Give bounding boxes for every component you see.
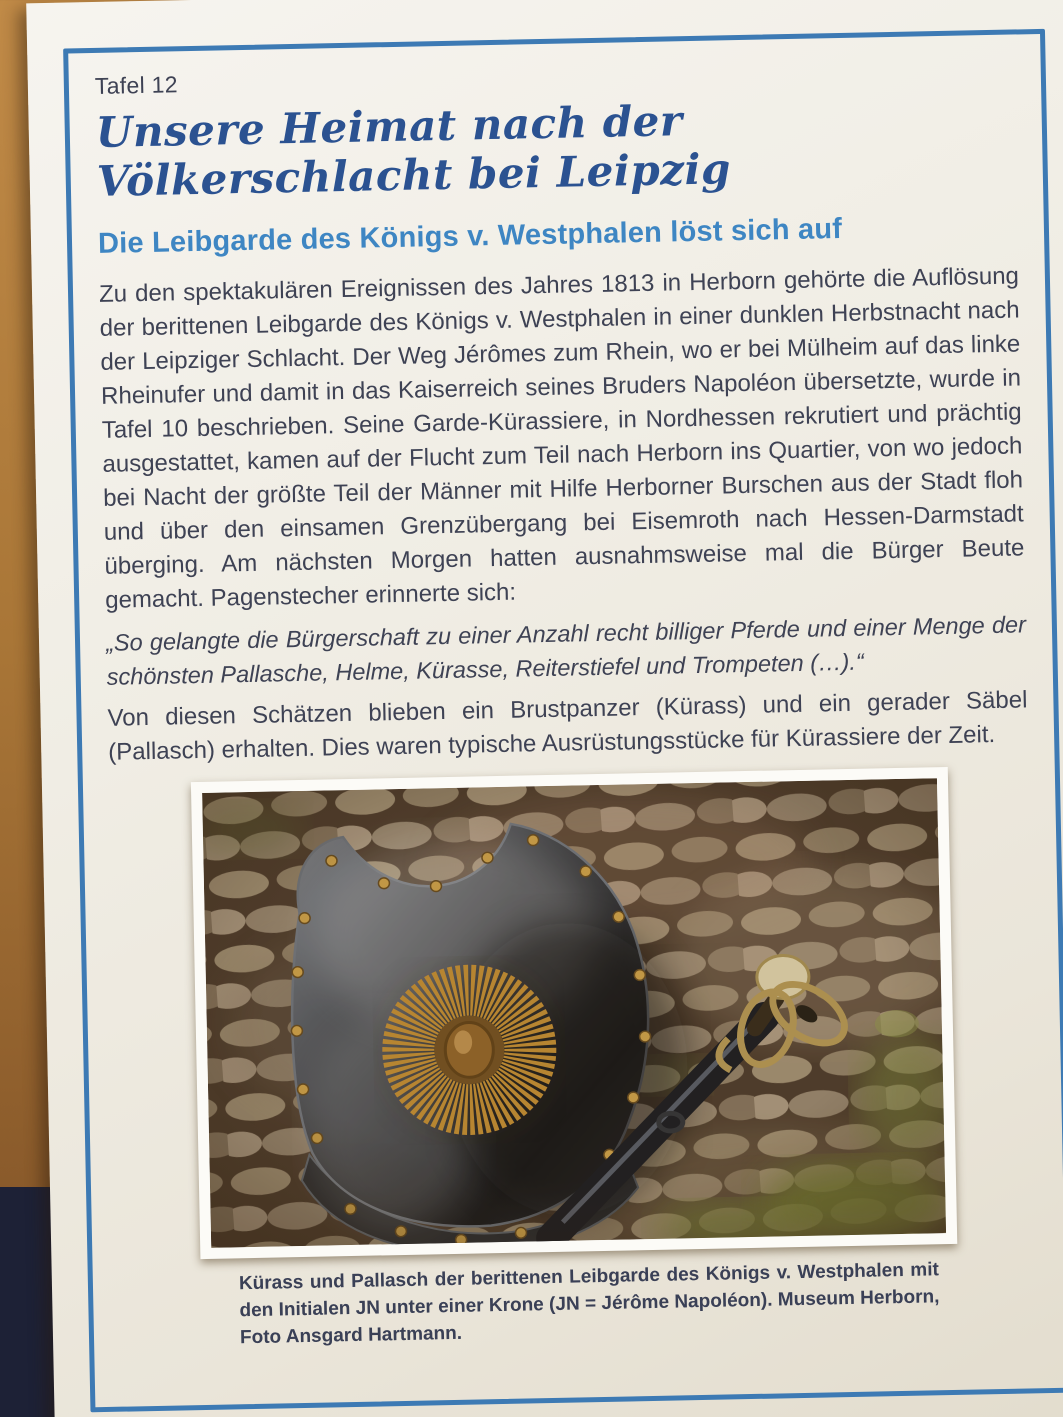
intro-paragraph: Zu den spektakulären Ereignissen des Jahres 1813 in Herborn gehörte die Auflösung der berittenen Leibgarde des Königs v. Westphalen in einer dunklen Herbstnacht nach der Leipziger Schlacht. Der Weg Jérômes zum Rhein, wo er bei Mülheim auf das linke Rheinufer und damit in das Kaiserreich seines Bruders Napoléon übersetzte, wurde in Tafel 10 beschrieben. Seine Garde-Kürassiere, in Nordhessen rekrutiert und prächtig ausgestattet, kamen auf der Flucht zum Teil nach Herborn ins Quartier, von wo jedoch bei Nacht der größte Teil der Männer mit Hilfe Herborner Burschen aus der Stadt floh und über den einsamen Grenzübergang bei Eisemroth nach Hessen-Darmstadt überging. Am nächsten Morgen hatten ausnahmsweise mal die Bürger Beute gemacht. Pagenstecher erinnerte sich: (98, 262, 1025, 614)
poster-content (95, 54, 1041, 1392)
cuirass-and-sword-image (202, 778, 946, 1248)
quote-paragraph: „So gelangte die Bürgerschaft zu einer Anzahl recht billiger Pferde und einer Menge der schönsten Pallasche, Helme, Kürasse, Reiterstiefel und Trompeten (…).“ (105, 611, 1027, 690)
blue-frame-border (63, 29, 1063, 1412)
artifact-photo (190, 767, 956, 1259)
photo-caption: Kürass und Pallasch der berittenen Leibgarde des Königs v. Westphalen mit den Initialen JN unter einer Krone (JN = Jérôme Napoléon). Museum Herborn, Foto Ansgard Hartmann. (238, 1259, 940, 1349)
page-subtitle: Die Leibgarde des Königs v. Westphalen löst sich auf (97, 212, 843, 260)
poster-page (26, 0, 1063, 1417)
conclusion-paragraph: Von diesen Schätzen blieben ein Brustpanzer (Kürass) und ein gerader Säbel (Pallasch) erhalten. Dies waren typische Ausrüstungsstücke für Kürassiere der Zeit. (107, 686, 1028, 766)
plate-label: Tafel 12 (94, 71, 179, 99)
photo-warm-tint (202, 778, 946, 1248)
page-title: Unsere Heimat nach der Völkerschlacht bei Leipzig (95, 96, 732, 206)
